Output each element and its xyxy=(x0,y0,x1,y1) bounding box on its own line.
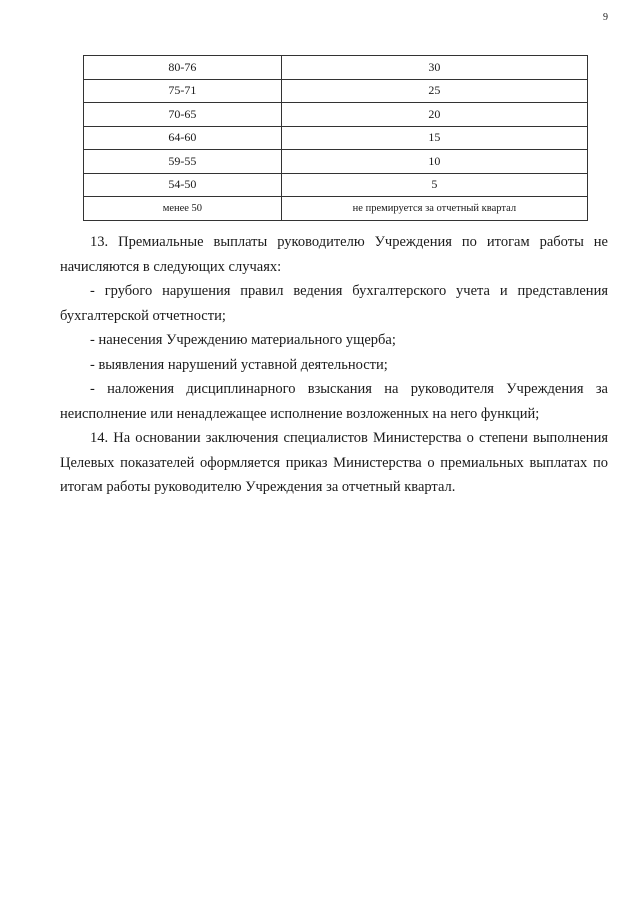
table-row xyxy=(84,126,588,150)
table-row xyxy=(84,197,588,221)
bonus-percent-cell: 30 xyxy=(281,56,587,80)
table-row xyxy=(84,173,588,197)
bonus-percent-cell: 5 xyxy=(281,173,587,197)
score-range-cell: 59-55 xyxy=(84,150,282,174)
score-range-cell: 75-71 xyxy=(84,79,282,103)
score-range-cell: 64-60 xyxy=(84,126,282,150)
bonus-score-table xyxy=(83,55,588,221)
bullet-disciplinary-penalty: - наложения дисциплинарного взыскания на руководителя Учреждения за неисполнение или ненадлежащее исполнение возложенных на него функций; xyxy=(60,381,608,422)
score-range-cell: 54-50 xyxy=(84,173,282,197)
bonus-percent-cell: 10 xyxy=(281,150,587,174)
bonus-percent-cell: 15 xyxy=(281,126,587,150)
bonus-percent-cell: 20 xyxy=(281,103,587,127)
score-range-cell: 80-76 xyxy=(84,56,282,80)
bonus-percent-cell: не премируется за отчетный квартал xyxy=(281,197,587,221)
page-number: 9 xyxy=(603,12,608,23)
table-row xyxy=(84,150,588,174)
document-body xyxy=(60,230,608,500)
bonus-percent-cell: 25 xyxy=(281,79,587,103)
table-row xyxy=(84,79,588,103)
table-row xyxy=(84,103,588,127)
bullet-material-damage: - нанесения Учреждению материального ущерба; xyxy=(90,332,396,348)
paragraph-13: 13. Премиальные выплаты руководителю Учреждения по итогам работы не начисляются в следующих случаях: xyxy=(60,234,608,275)
paragraph-14: 14. На основании заключения специалистов Министерства о степени выполнения Целевых показателей оформляется приказ Министерства о премиальных выплатах по итогам работы руководителю Учреждения за отчетный квартал. xyxy=(60,430,608,495)
table-row xyxy=(84,56,588,80)
bullet-accounting-violation: - грубого нарушения правил ведения бухгалтерского учета и представления бухгалтерской отчетности; xyxy=(60,283,608,324)
score-range-cell: менее 50 xyxy=(84,197,282,221)
bullet-charter-violation: - выявления нарушений уставной деятельности; xyxy=(90,356,388,373)
score-range-cell: 70-65 xyxy=(84,103,282,127)
